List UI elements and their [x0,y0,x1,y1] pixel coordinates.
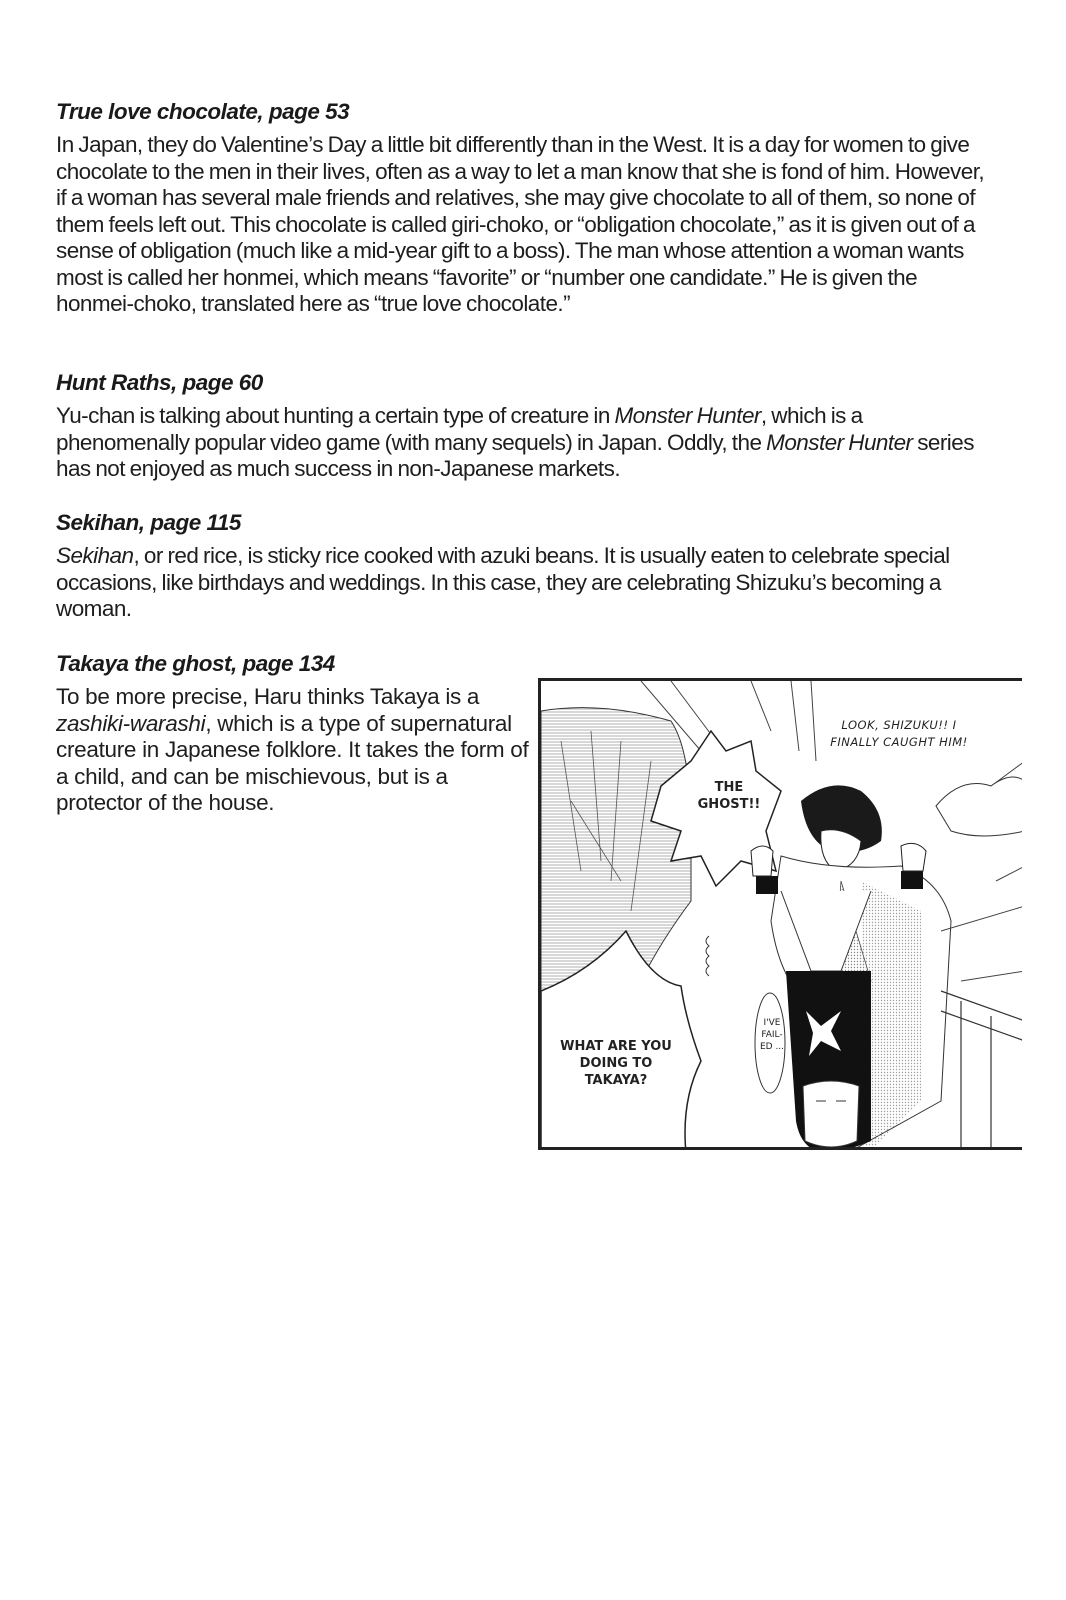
note-body: Yu-chan is talking about hunting a certain type of creature in Monster Hunter, which is a phenomenally popular video game (with many sequels) in Japan. Oddly, the Monster Hunter series has not enjoyed as much success in non-Japanese markets. [56,403,974,481]
note-body: In Japan, they do Valentine’s Day a little bit differently than in the West. It is a day for women to give chocolate to the men in their lives, often as a way to let a man know that she is fond of him. However, if a woman has several male friends and relatives, she may give chocolate to all of them, so none of them feels left out. This chocolate is called giri-choko, or “obligation chocolate,” as it is given out of a sense of obligation (much like a mid-year gift to a boss). The man whose attention a woman wants most is called her honmei, which means “favorite” or “number one candidate.” He is given the honmei-choko, translated here as “true love chocolate.” [56,132,985,316]
manga-panel-illustration [538,678,1022,1150]
note-heading: True love chocolate, page 53 [56,99,350,124]
speech-bubble-look-shizuku: LOOK, SHIZUKU!! I FINALLY CAUGHT HIM! [830,718,968,749]
speech-bubble-what-are-you-doing: WHAT ARE YOU DOING TO TAKAYA? [560,1039,672,1088]
note-body: To be more precise, Haru thinks Takaya is a zashiki-warashi, which is a type of supernatural creature in Japanese folklore. It takes the form of a child, and can be mischievous, but is a protector of the house. [56,684,529,815]
note-heading: Hunt Raths, page 60 [56,370,263,395]
note-heading: Sekihan, page 115 [56,510,241,535]
note-heading: Takaya the ghost, page 134 [56,651,335,676]
note-body: Sekihan, or red rice, is sticky rice cooked with azuki beans. It is usually eaten to celebrate special occasions, like birthdays and weddings. In this case, they are celebrating Shizuku’s becoming a woman. [56,543,950,621]
note-sekihan [56,509,986,623]
note-true-love-chocolate [56,98,986,318]
speech-bubble-the-ghost: THE GHOST!! [697,780,761,812]
speech-bubble-ive-failed: I'VE FAIL- ED ... [759,1018,785,1052]
note-hunt-raths [56,369,986,483]
